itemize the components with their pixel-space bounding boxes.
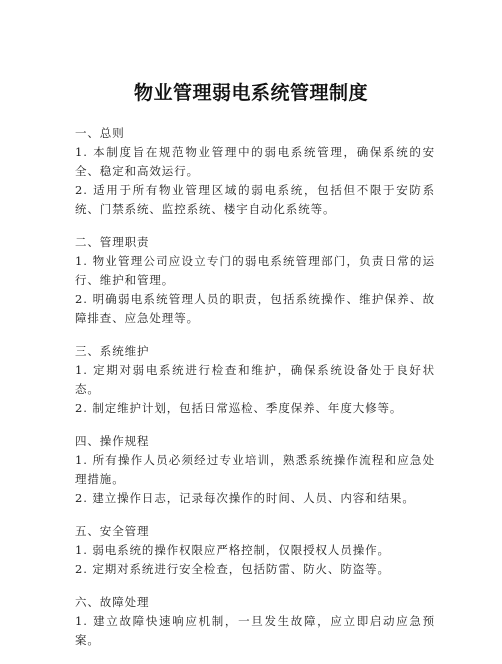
section-heading: 六、故障处理 (75, 595, 150, 609)
section-heading: 二、管理职责 (75, 235, 150, 249)
section-heading: 五、安全管理 (75, 524, 150, 538)
paragraph-item: 2. 定期对系统进行安全检查，包括防雷、防火、防盗等。 (75, 562, 390, 576)
paragraph-item: 1. 弱电系统的操作权限应严格控制，仅限授权人员操作。 (75, 543, 390, 557)
paragraph-item: 1. 定期对弱电系统进行检查和维护，确保系统设备处于良好状态。 (75, 363, 435, 396)
section-responsibilities (75, 233, 435, 328)
paragraph-item: 2. 适用于所有物业管理区域的弱电系统，包括但不限于安防系统、门禁系统、监控系统、楼宇自动化系统等。 (75, 183, 435, 216)
paragraph-item: 2. 制定维护计划，包括日常巡检、季度保养、年度大修等。 (75, 401, 403, 415)
section-general (75, 124, 435, 219)
paragraph-item: 1. 建立故障快速响应机制，一旦发生故障，应立即启动应急预案。 (75, 614, 435, 647)
paragraph-item: 1. 所有操作人员必须经过专业培训，熟悉系统操作流程和应急处理措施。 (75, 453, 435, 486)
document-title: 物业管理弱电系统管理制度 (133, 82, 368, 104)
paragraph-item: 1. 本制度旨在规范物业管理中的弱电系统管理，确保系统的安全、稳定和高效运行。 (75, 145, 435, 178)
paragraph-item: 2. 建立操作日志，记录每次操作的时间、人员、内容和结果。 (75, 491, 415, 505)
section-operations (75, 432, 435, 508)
paragraph-item: 1. 物业管理公司应设立专门的弱电系统管理部门，负责日常的运行、维护和管理。 (75, 254, 435, 287)
section-security (75, 522, 435, 579)
section-heading: 四、操作规程 (75, 434, 150, 448)
section-heading: 三、系统维护 (75, 344, 150, 358)
section-heading: 一、总则 (75, 126, 125, 140)
section-maintenance (75, 342, 435, 418)
paragraph-item: 2. 明确弱电系统管理人员的职责，包括系统操作、维护保养、故障排查、应急处理等。 (75, 292, 435, 325)
document-body (75, 124, 435, 664)
section-fault-handling (75, 593, 435, 650)
